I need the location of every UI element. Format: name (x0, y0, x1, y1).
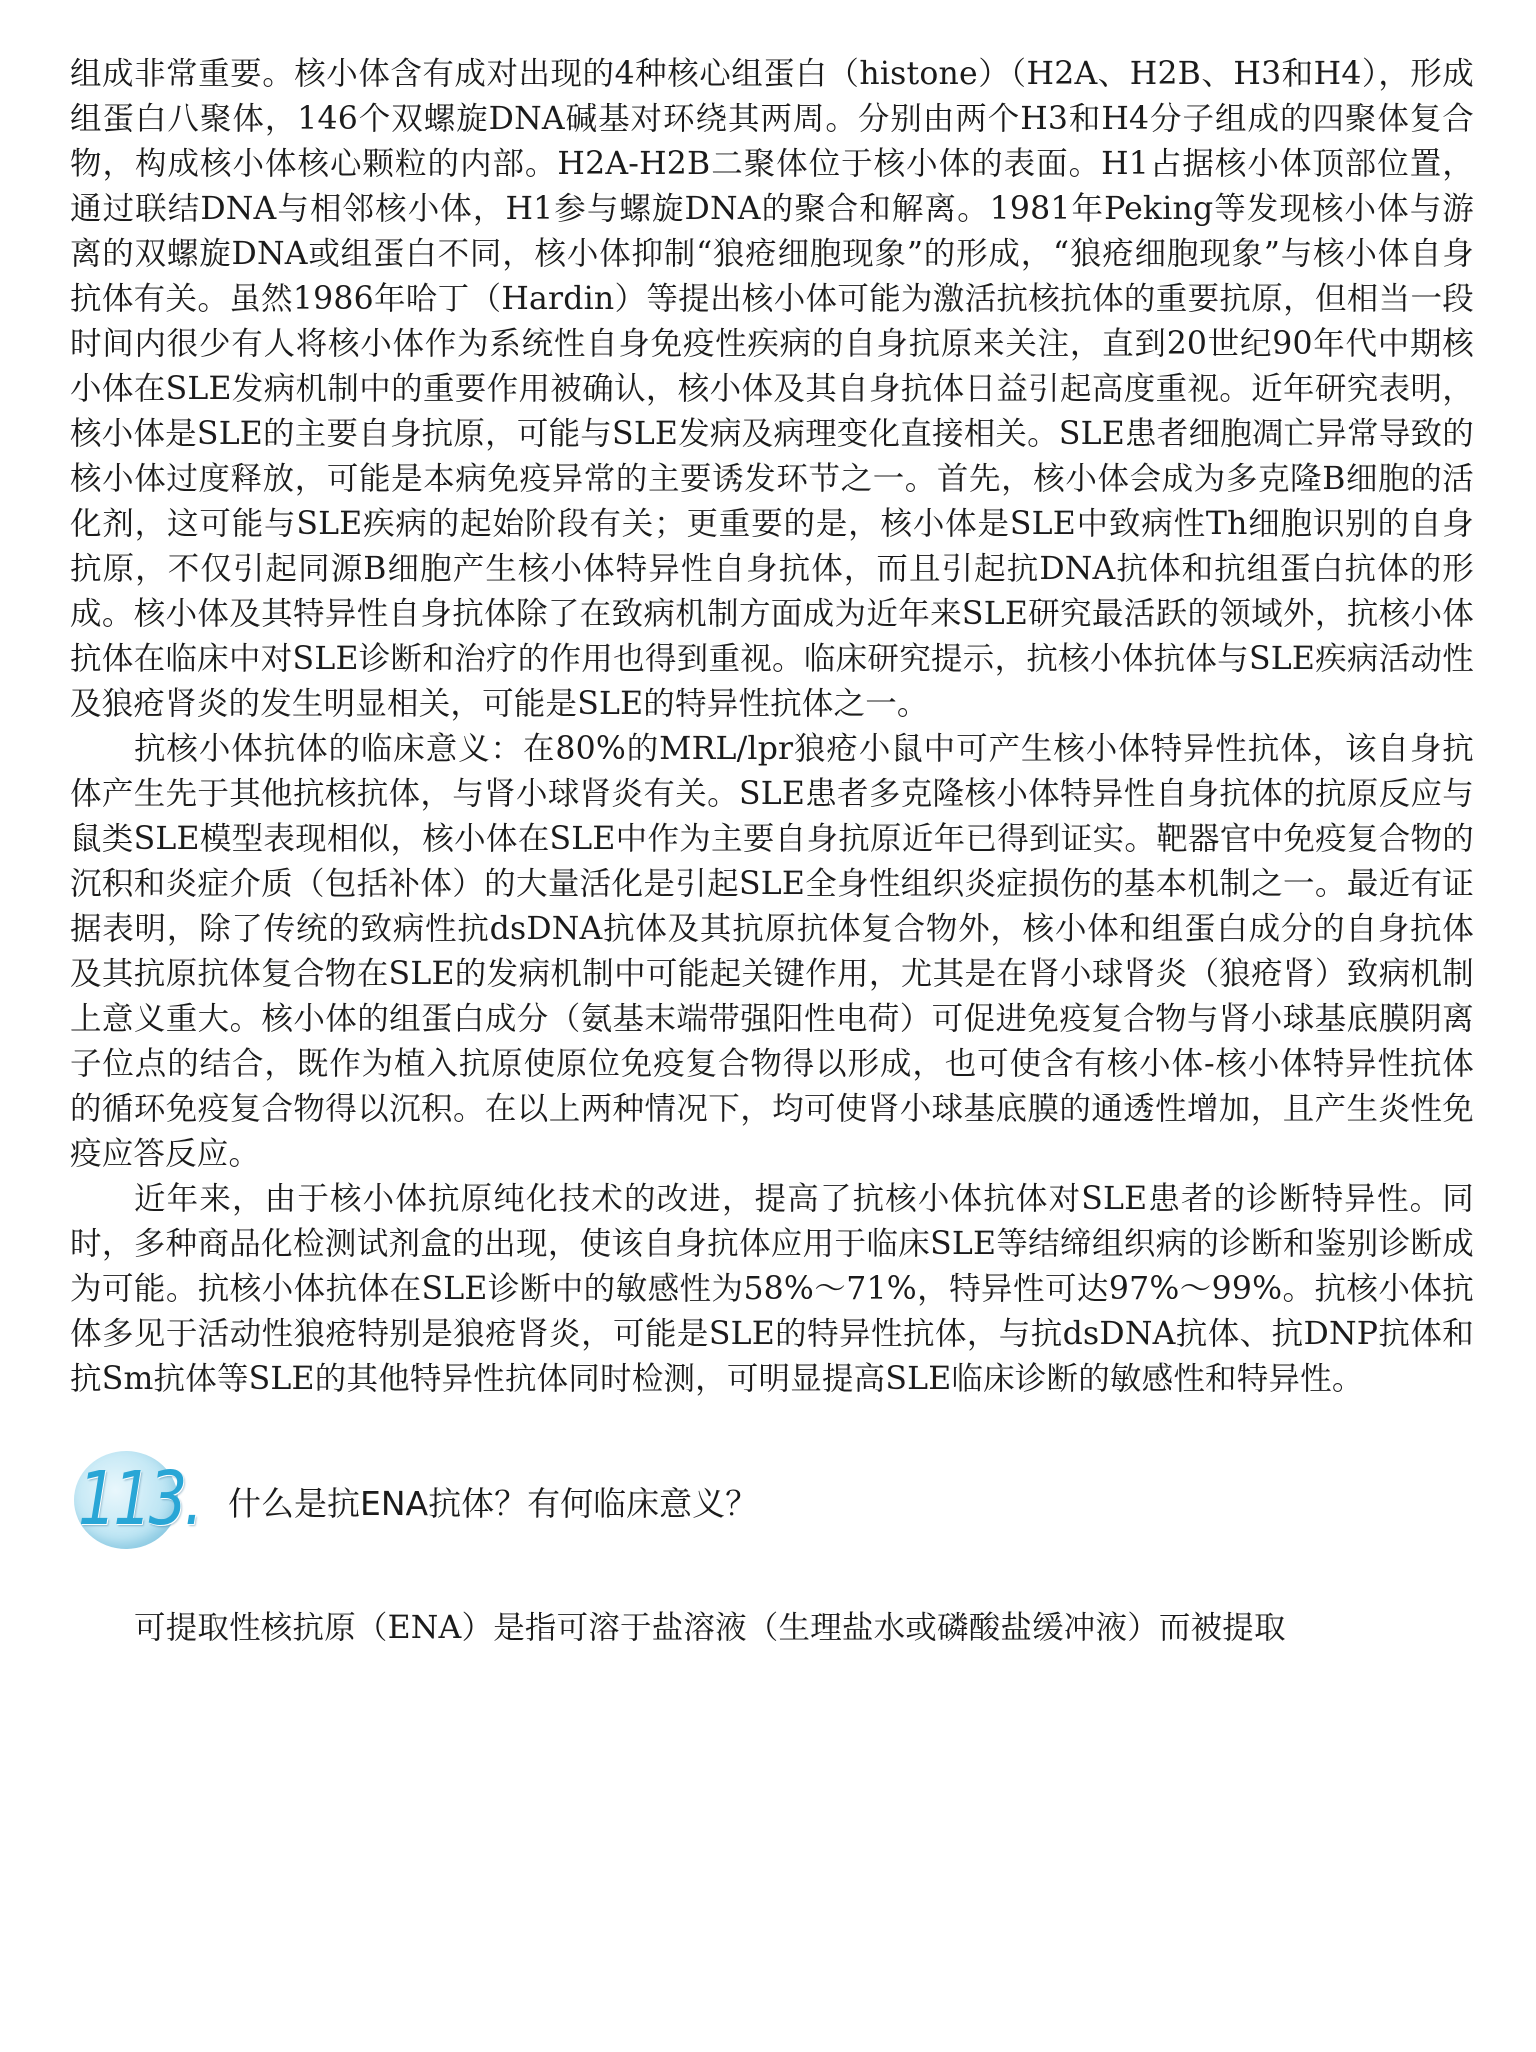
paragraph-diagnostic-specificity: 近年来，由于核小体抗原纯化技术的改进，提高了抗核小体抗体对SLE患者的诊断特异性。同时，多种商品化检测试剂盒的出现，使该自身抗体应用于临床SLE等结缔组织病的诊断和鉴别诊断成为可能。抗核小体抗体在SLE诊断中的敏感性为58%～71%，特异性可达97%～99%。抗核小体抗体多见于活动性狼疮特别是狼疮肾炎，可能是SLE的特异性抗体，与抗dsDNA抗体、抗DNP抗体和抗Sm抗体等SLE的其他特异性抗体同时检测，可明显提高SLE临床诊断的敏感性和特异性。 (70, 1181, 1474, 1397)
paragraph-clinical-significance: 抗核小体抗体的临床意义：在80%的MRL/lpr狼疮小鼠中可产生核小体特异性抗体，该自身抗体产生先于其他抗核抗体，与肾小球肾炎有关。SLE患者多克隆核小体特异性自身抗体的抗原反应与鼠类SLE模型表现相似，核小体在SLE中作为主要自身抗原近年已得到证实。靶器官中免疫复合物的沉积和炎症介质（包括补体）的大量活化是引起SLE全身性组织炎症损伤的基本机制之一。最近有证据表明，除了传统的致病性抗dsDNA抗体及其抗原抗体复合物外，核小体和组蛋白成分的自身抗体及其抗原抗体复合物在SLE的发病机制中可能起关键作用，尤其是在肾小球肾炎（狼疮肾）致病机制上意义重大。核小体的组蛋白成分（氨基末端带强阳性电荷）可促进免疫复合物与肾小球基底膜阴离子位点的结合，既作为植入抗原使原位免疫复合物得以形成，也可使含有核小体-核小体特异性抗体的循环免疫复合物得以沉积。在以上两种情况下，均可使肾小球基底膜的通透性增加，且产生炎性免疫应答反应。 (70, 731, 1474, 1172)
section-number: 113. (78, 1456, 200, 1542)
paragraph-ena-intro: 可提取性核抗原（ENA）是指可溶于盐溶液（生理盐水或磷酸盐缓冲液）而被提取 (134, 1610, 1286, 1646)
paragraph-nucleosome-structure: 组成非常重要。核小体含有成对出现的4种核心组蛋白（histone）（H2A、H2B、H3和H4），形成组蛋白八聚体，146个双螺旋DNA碱基对环绕其两周。分别由两个H3和H4分子组成的四聚体复合物，构成核小体核心颗粒的内部。H2A-H2B二聚体位于核小体的表面。H1占据核小体顶部位置，通过联结DNA与相邻核小体，H1参与螺旋DNA的聚合和解离。1981年Peking等发现核小体与游离的双螺旋DNA或组蛋白不同，核小体抑制“狼疮细胞现象”的形成，“狼疮细胞现象”与核小体自身抗体有关。虽然1986年哈丁（Hardin）等提出核小体可能为激活抗核抗体的重要抗原，但相当一段时间内很少有人将核小体作为系统性自身免疫性疾病的自身抗原来关注，直到20世纪90年代中期核小体在SLE发病机制中的重要作用被确认，核小体及其自身抗体日益引起高度重视。近年研究表明，核小体是SLE的主要自身抗原，可能与SLE发病及病理变化直接相关。SLE患者细胞凋亡异常导致的核小体过度释放，可能是本病免疫异常的主要诱发环节之一。首先，核小体会成为多克隆B细胞的活化剂，这可能与SLE疾病的起始阶段有关；更重要的是，核小体是SLE中致病性Th细胞识别的自身抗原，不仅引起同源B细胞产生核小体特异性自身抗体，而且引起抗DNA抗体和抗组蛋白抗体的形成。核小体及其特异性自身抗体除了在致病机制方面成为近年来SLE研究最活跃的领域外，抗核小体抗体在临床中对SLE诊断和治疗的作用也得到重视。临床研究提示，抗核小体抗体与SLE疾病活动性及狼疮肾炎的发生明显相关，可能是SLE的特异性抗体之一。 (70, 56, 1474, 722)
document-page (70, 52, 1474, 1651)
section-heading (70, 1442, 1474, 1558)
section-title: 什么是抗ENA抗体？有何临床意义？ (228, 1484, 759, 1523)
section-number-badge (70, 1445, 220, 1555)
